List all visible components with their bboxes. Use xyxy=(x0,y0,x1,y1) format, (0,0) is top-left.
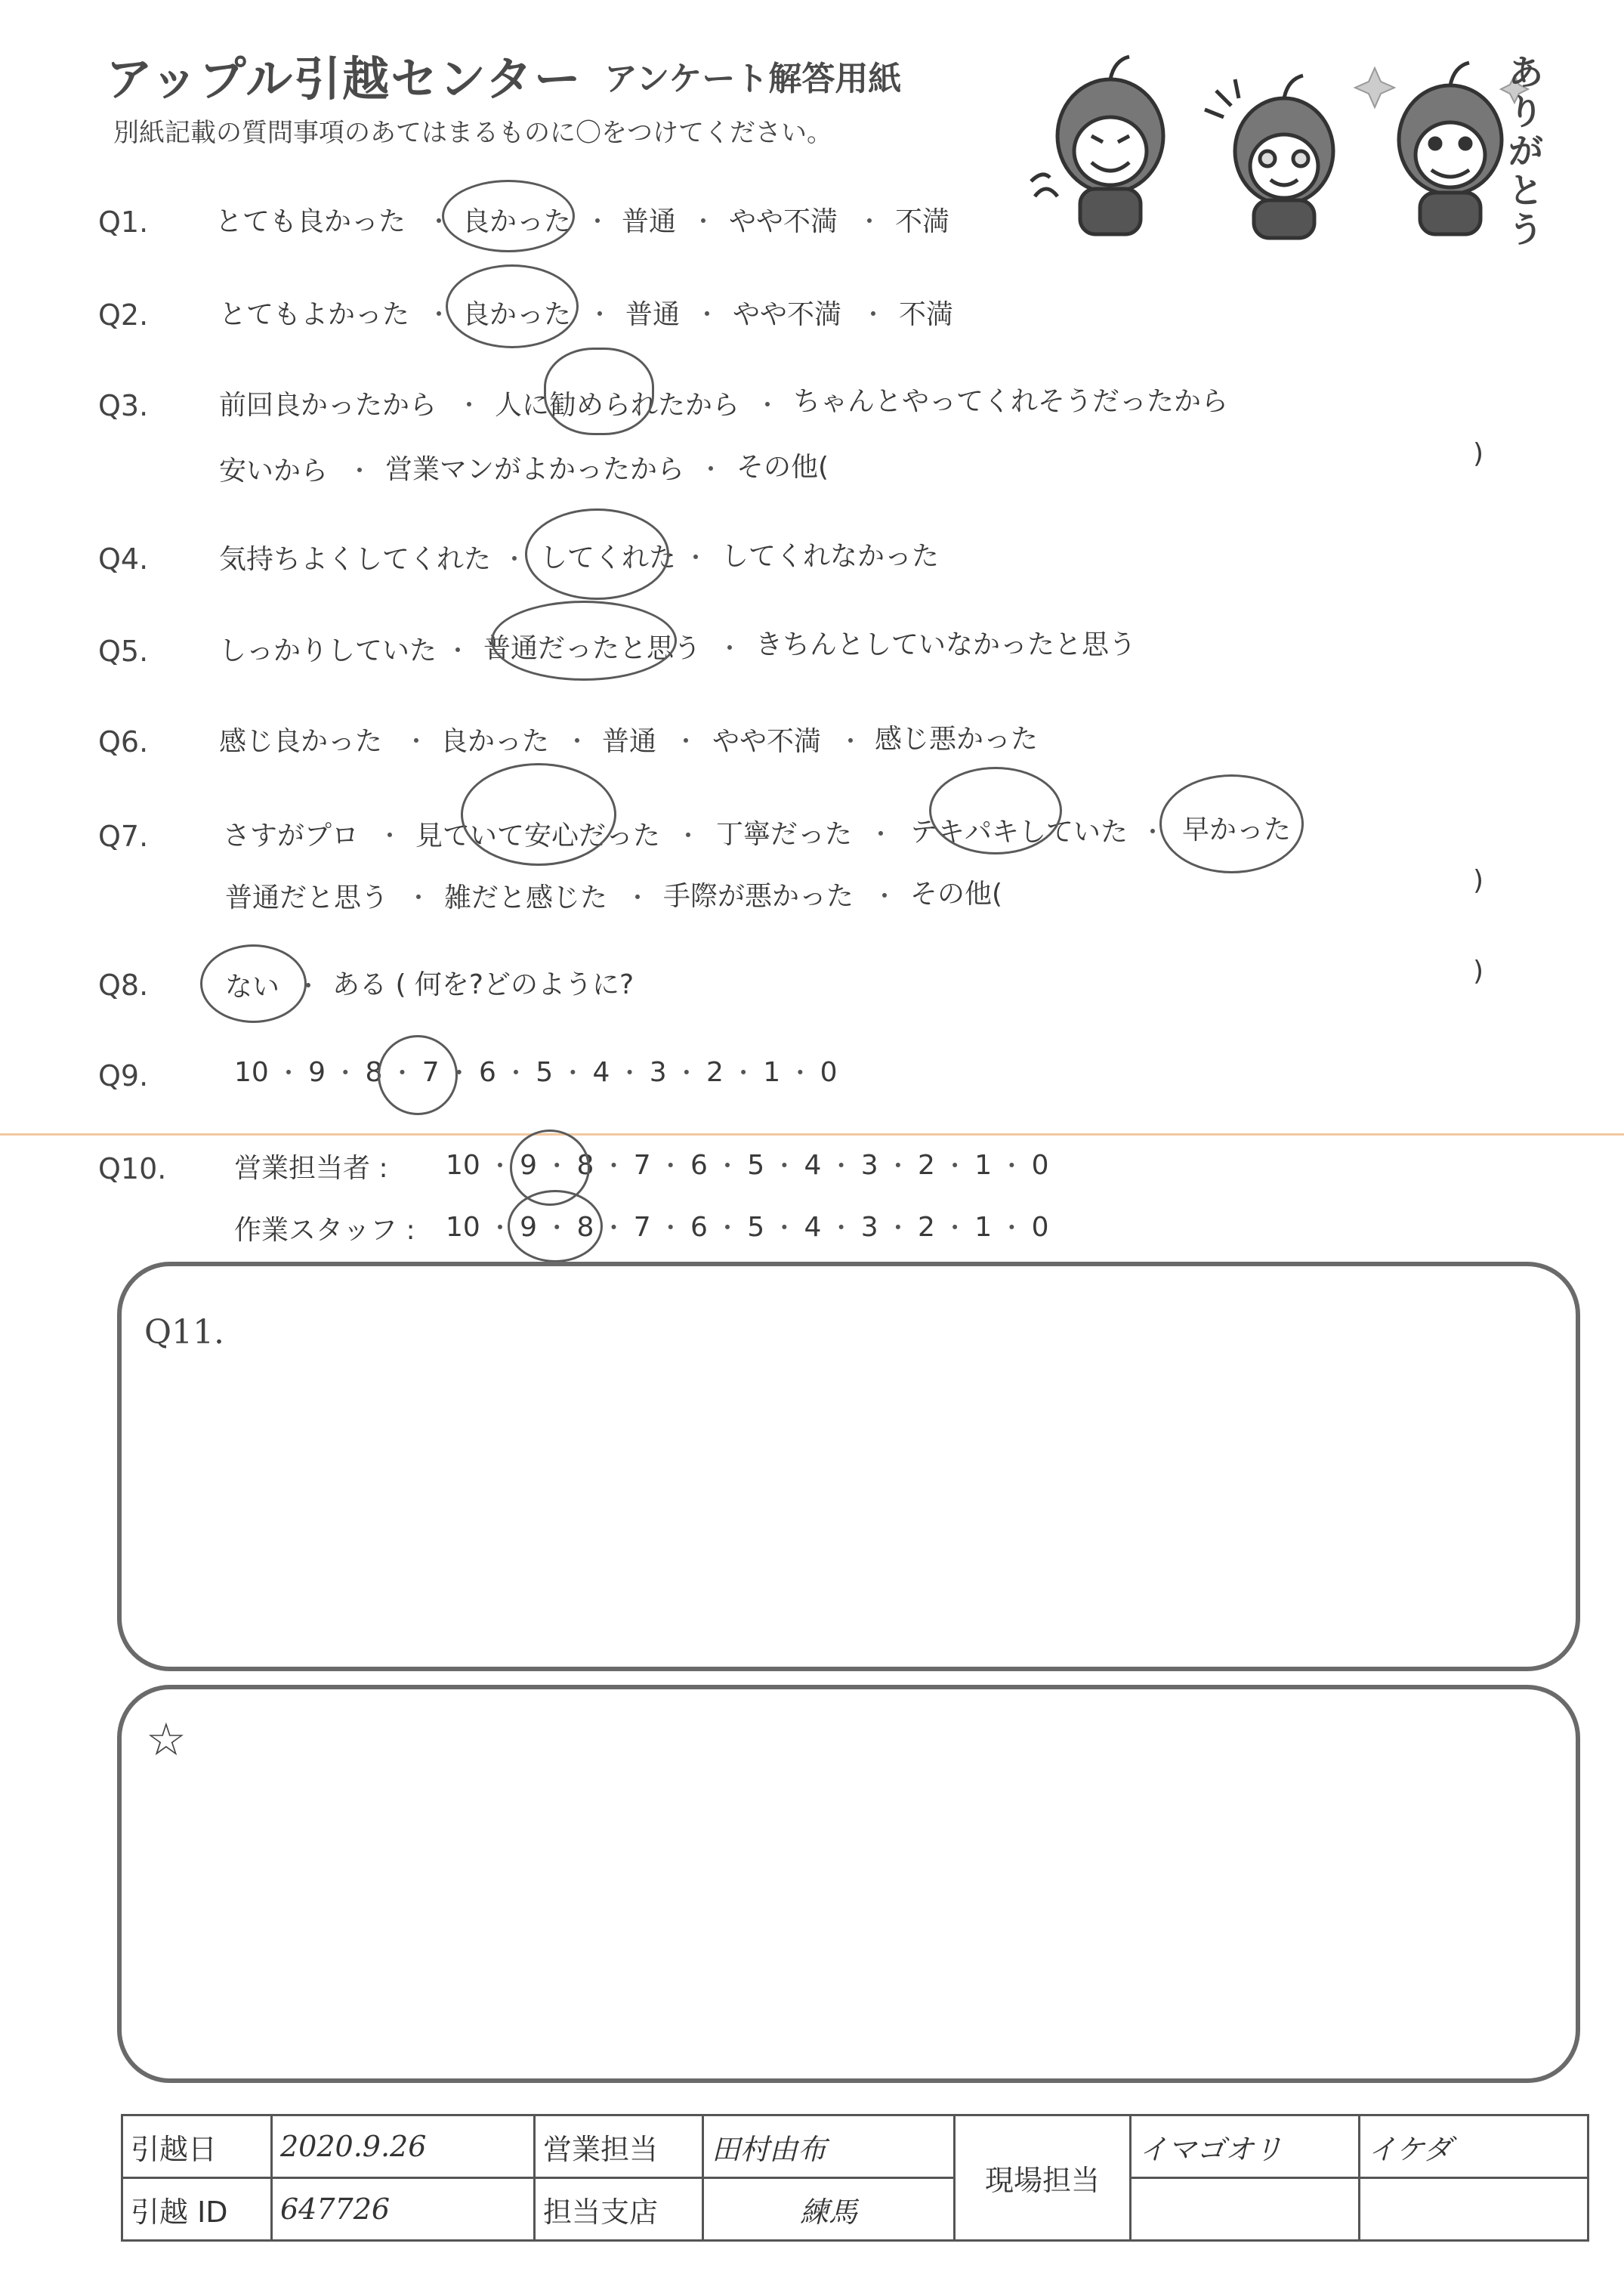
q10-value[interactable]: 10 xyxy=(446,1212,480,1243)
q1-selected-circle xyxy=(442,180,575,252)
q10-label: Q10. xyxy=(98,1152,167,1185)
q8-paren-close: ) xyxy=(1473,956,1484,987)
separator-dot: ・ xyxy=(869,820,894,848)
q9-value[interactable]: 7 xyxy=(421,1057,440,1088)
q10-value[interactable]: 8 xyxy=(576,1150,594,1181)
q7-option[interactable]: 見ていて安心だった xyxy=(415,820,661,851)
q1-option[interactable]: とても良かった xyxy=(215,206,406,237)
q3-option[interactable]: 営業マンがよかったから xyxy=(385,454,685,485)
separator-dot: ・ xyxy=(695,300,720,329)
q3-option[interactable]: その他( xyxy=(736,452,829,483)
q3-selected-circle xyxy=(544,348,654,435)
q4-option[interactable]: してくれなかった xyxy=(721,541,940,572)
q9-value[interactable]: 8 xyxy=(365,1057,383,1088)
q8-option[interactable]: ない xyxy=(225,972,280,1003)
q10-value[interactable]: 0 xyxy=(1031,1150,1049,1181)
q10-value[interactable]: 8 xyxy=(576,1212,594,1243)
q7-option[interactable]: 普通だと思う xyxy=(225,882,389,913)
move-info-table xyxy=(121,2114,1589,2242)
monkey-mascots-illustration xyxy=(1027,45,1571,242)
q10-value[interactable]: 9 xyxy=(520,1150,538,1181)
q9-value[interactable]: 0 xyxy=(820,1057,838,1088)
q9-label: Q9. xyxy=(98,1059,149,1092)
q5-option[interactable]: きちんとしていなかったと思う xyxy=(755,629,1137,660)
separator-dot: ・ xyxy=(378,821,403,850)
q2-option[interactable]: 良かった xyxy=(462,299,572,330)
thanks-char: と xyxy=(1508,170,1543,211)
q2-option[interactable]: とてもよかった xyxy=(219,299,410,330)
q10-value[interactable]: 4 xyxy=(804,1212,822,1243)
q5-label: Q5. xyxy=(98,635,149,668)
thanks-char: り xyxy=(1508,91,1543,132)
separator-dot: ・ xyxy=(625,883,650,912)
q7-label: Q7. xyxy=(98,820,149,853)
monkey-mascot-3 xyxy=(1355,63,1528,234)
q10-value[interactable]: 10 xyxy=(446,1150,480,1181)
q10-value[interactable]: 6 xyxy=(690,1212,708,1243)
separator-dot: ・ xyxy=(838,727,863,756)
q6-option[interactable]: 感じ良かった xyxy=(219,726,383,757)
q6-option[interactable]: 普通 xyxy=(602,726,657,757)
site-staff-1[interactable]: イマゴオリ xyxy=(1131,2115,1360,2178)
separator-dot: ・ xyxy=(684,543,709,572)
separator-dot: ・ xyxy=(427,300,452,329)
separator-dot: ・ xyxy=(699,455,724,484)
separator-dot: ・ xyxy=(347,456,372,485)
q11-comment-box[interactable] xyxy=(117,1262,1580,1671)
q7-option[interactable]: 手際が悪かった xyxy=(663,881,854,912)
site-staff-3[interactable] xyxy=(1131,2178,1360,2241)
q1-option[interactable]: やや不満 xyxy=(729,206,838,237)
q7-option[interactable]: テキパキしていた xyxy=(910,817,1128,848)
q10-value[interactable]: 5 xyxy=(747,1150,765,1181)
branch-label: 担当支店 xyxy=(535,2178,703,2241)
q10-value[interactable]: 6 xyxy=(690,1150,708,1181)
q9-value[interactable]: 1 xyxy=(763,1057,781,1088)
q10-sales-name: 営業担当者 : xyxy=(234,1153,388,1184)
separator-dot: ・ xyxy=(691,207,716,236)
separator-dot: ・ xyxy=(457,391,482,419)
q10-staff-name: 作業スタッフ : xyxy=(234,1215,415,1246)
form-title: アップル引越センター xyxy=(106,51,582,107)
separator-dot: ・ xyxy=(674,727,699,756)
separator-dot: ・ xyxy=(427,207,452,236)
star-comment-box[interactable] xyxy=(117,1685,1580,2083)
separator-dot: ・ xyxy=(565,727,590,756)
q10-value[interactable]: 7 xyxy=(633,1150,651,1181)
move-id-label: 引越 ID xyxy=(122,2178,272,2241)
q10-value[interactable]: 3 xyxy=(860,1150,878,1181)
q9-selected-circle xyxy=(378,1035,458,1115)
q6-option[interactable]: 感じ悪かった xyxy=(875,724,1039,755)
q7-paren-close: ) xyxy=(1473,865,1484,896)
branch-value[interactable]: 練馬 xyxy=(703,2178,955,2241)
q5-option[interactable]: しっかりしていた xyxy=(219,635,437,666)
move-date-value[interactable]: 2020.9.26 xyxy=(272,2115,535,2178)
q7-selected-circle xyxy=(461,763,616,866)
q3-paren-close: ) xyxy=(1473,438,1484,469)
site-staff-2[interactable]: イケダ xyxy=(1360,2115,1588,2178)
q9-value[interactable]: 9 xyxy=(308,1057,326,1088)
q5-selected-circle xyxy=(491,601,677,681)
monkey-mascot-1 xyxy=(1031,57,1163,234)
q1-option[interactable]: 普通 xyxy=(622,206,677,237)
q5-option[interactable]: 普通だったと思う xyxy=(483,633,702,664)
q7-option[interactable]: 雑だと感じた xyxy=(444,882,608,913)
q9-value[interactable]: 2 xyxy=(706,1057,724,1088)
separator-dot: ・ xyxy=(857,207,882,236)
q4-selected-circle xyxy=(525,508,669,600)
instruction-text: 別紙記載の質問事項のあてはまるものに〇をつけてください。 xyxy=(113,118,832,148)
q10-value[interactable]: 5 xyxy=(747,1212,765,1243)
q4-option[interactable]: してくれた xyxy=(540,542,677,573)
move-id-value[interactable]: 647726 xyxy=(272,2178,535,2241)
q9-value[interactable]: 3 xyxy=(649,1057,667,1088)
monkey-mascot-2 xyxy=(1205,76,1333,238)
form-subtitle: アンケート解答用紙 xyxy=(604,60,902,98)
sales-rep-label: 営業担当 xyxy=(535,2115,703,2178)
q10-value[interactable]: 4 xyxy=(804,1150,822,1181)
separator-dot: ・ xyxy=(296,972,321,1000)
q10-value[interactable]: 0 xyxy=(1031,1212,1049,1243)
separator-dot: ・ xyxy=(588,300,613,329)
q3-option[interactable]: 人に勧められたから xyxy=(495,390,740,421)
q6-label: Q6. xyxy=(98,725,149,759)
q10-value[interactable]: 7 xyxy=(633,1212,651,1243)
q2-option[interactable]: 不満 xyxy=(899,299,954,330)
q7-option[interactable]: 早かった xyxy=(1182,814,1292,845)
thanks-vertical-text xyxy=(1507,53,1545,249)
separator-dot: ・ xyxy=(406,883,431,912)
q7-selected-circle xyxy=(929,767,1062,854)
q2-option[interactable]: やや不満 xyxy=(733,299,842,330)
q4-label: Q4. xyxy=(98,542,149,576)
q7-option[interactable]: 丁寧だった xyxy=(716,819,853,850)
q10-staff-selected-circle xyxy=(508,1190,603,1262)
separator-dot: ・ xyxy=(585,207,610,236)
q2-label: Q2. xyxy=(98,298,149,332)
q8-label: Q8. xyxy=(98,969,149,1002)
sales-rep-value[interactable]: 田村由布 xyxy=(703,2115,955,2178)
q10-value[interactable]: 1 xyxy=(974,1150,993,1181)
q9-value[interactable]: 6 xyxy=(478,1057,496,1088)
q7-option[interactable]: その他( xyxy=(910,879,1003,910)
thanks-char: が xyxy=(1508,131,1543,172)
q10-value[interactable]: 3 xyxy=(860,1212,878,1243)
q1-option[interactable]: 不満 xyxy=(895,206,950,237)
thanks-char: う xyxy=(1508,209,1543,250)
star-icon: ☆ xyxy=(146,1714,187,1766)
q7-option[interactable]: さすがプロ xyxy=(223,820,360,851)
q10-value[interactable]: 1 xyxy=(974,1212,993,1243)
q3-label: Q3. xyxy=(98,389,149,422)
q9-value[interactable]: 4 xyxy=(592,1057,610,1088)
q3-option[interactable]: ちゃんとやってくれそうだったから xyxy=(793,386,1229,417)
site-staff-4[interactable] xyxy=(1360,2178,1588,2241)
site-staff-label: 現場担当 xyxy=(955,2115,1131,2241)
thanks-char: あ xyxy=(1508,52,1543,93)
move-date-label: 引越日 xyxy=(122,2115,272,2178)
q10-value[interactable]: 2 xyxy=(918,1212,935,1243)
q10-value[interactable]: 2 xyxy=(918,1150,935,1181)
separator-dot: ・ xyxy=(1141,817,1166,846)
separator-dot: ・ xyxy=(446,636,471,665)
q1-label: Q1. xyxy=(98,206,149,239)
q10-value[interactable]: 9 xyxy=(520,1212,538,1243)
separator-dot: ・ xyxy=(861,300,886,329)
q9-value[interactable]: 10 xyxy=(234,1057,269,1088)
q9-value[interactable]: 5 xyxy=(536,1057,554,1088)
separator-dot: ・ xyxy=(404,727,429,756)
separator-dot: ・ xyxy=(676,821,701,850)
q1-option[interactable]: 良かった xyxy=(462,206,572,237)
q7-selected-circle xyxy=(1159,774,1304,873)
scan-artifact-line xyxy=(0,1133,1624,1136)
q6-option[interactable]: 良かった xyxy=(440,726,550,757)
separator-dot: ・ xyxy=(502,545,527,573)
q10-sales-scale[interactable]: 10 ・ 9 ・ 8 ・ 7 ・ 6 ・ 5 ・ 4 ・ 3 ・ 2 ・ 1 ・ 0 xyxy=(446,1150,1049,1181)
separator-dot: ・ xyxy=(718,634,743,663)
separator-dot: ・ xyxy=(872,882,897,910)
q11-label: Q11. xyxy=(144,1313,225,1352)
q8-selected-circle xyxy=(200,944,307,1023)
q2-option[interactable]: 普通 xyxy=(625,299,681,330)
q4-option[interactable]: 気持ちよくしてくれた xyxy=(219,544,492,575)
separator-dot: ・ xyxy=(755,391,780,419)
q6-option[interactable]: やや不満 xyxy=(712,726,822,757)
q10-staff-scale[interactable]: 10 ・ 9 ・ 8 ・ 7 ・ 6 ・ 5 ・ 4 ・ 3 ・ 2 ・ 1 ・ 0 xyxy=(446,1212,1049,1243)
q2-selected-circle xyxy=(446,264,579,348)
q3-option[interactable]: 安いから xyxy=(219,456,329,487)
q8-option[interactable]: ある ( 何を?どのように? xyxy=(332,969,634,1000)
q3-option[interactable]: 前回良かったから xyxy=(219,390,437,421)
q9-scale[interactable]: 10 ・ 9 ・ 8 ・ 7 ・ 6 ・ 5 ・ 4 ・ 3 ・ 2 ・ 1 ・ 0 xyxy=(234,1057,838,1088)
